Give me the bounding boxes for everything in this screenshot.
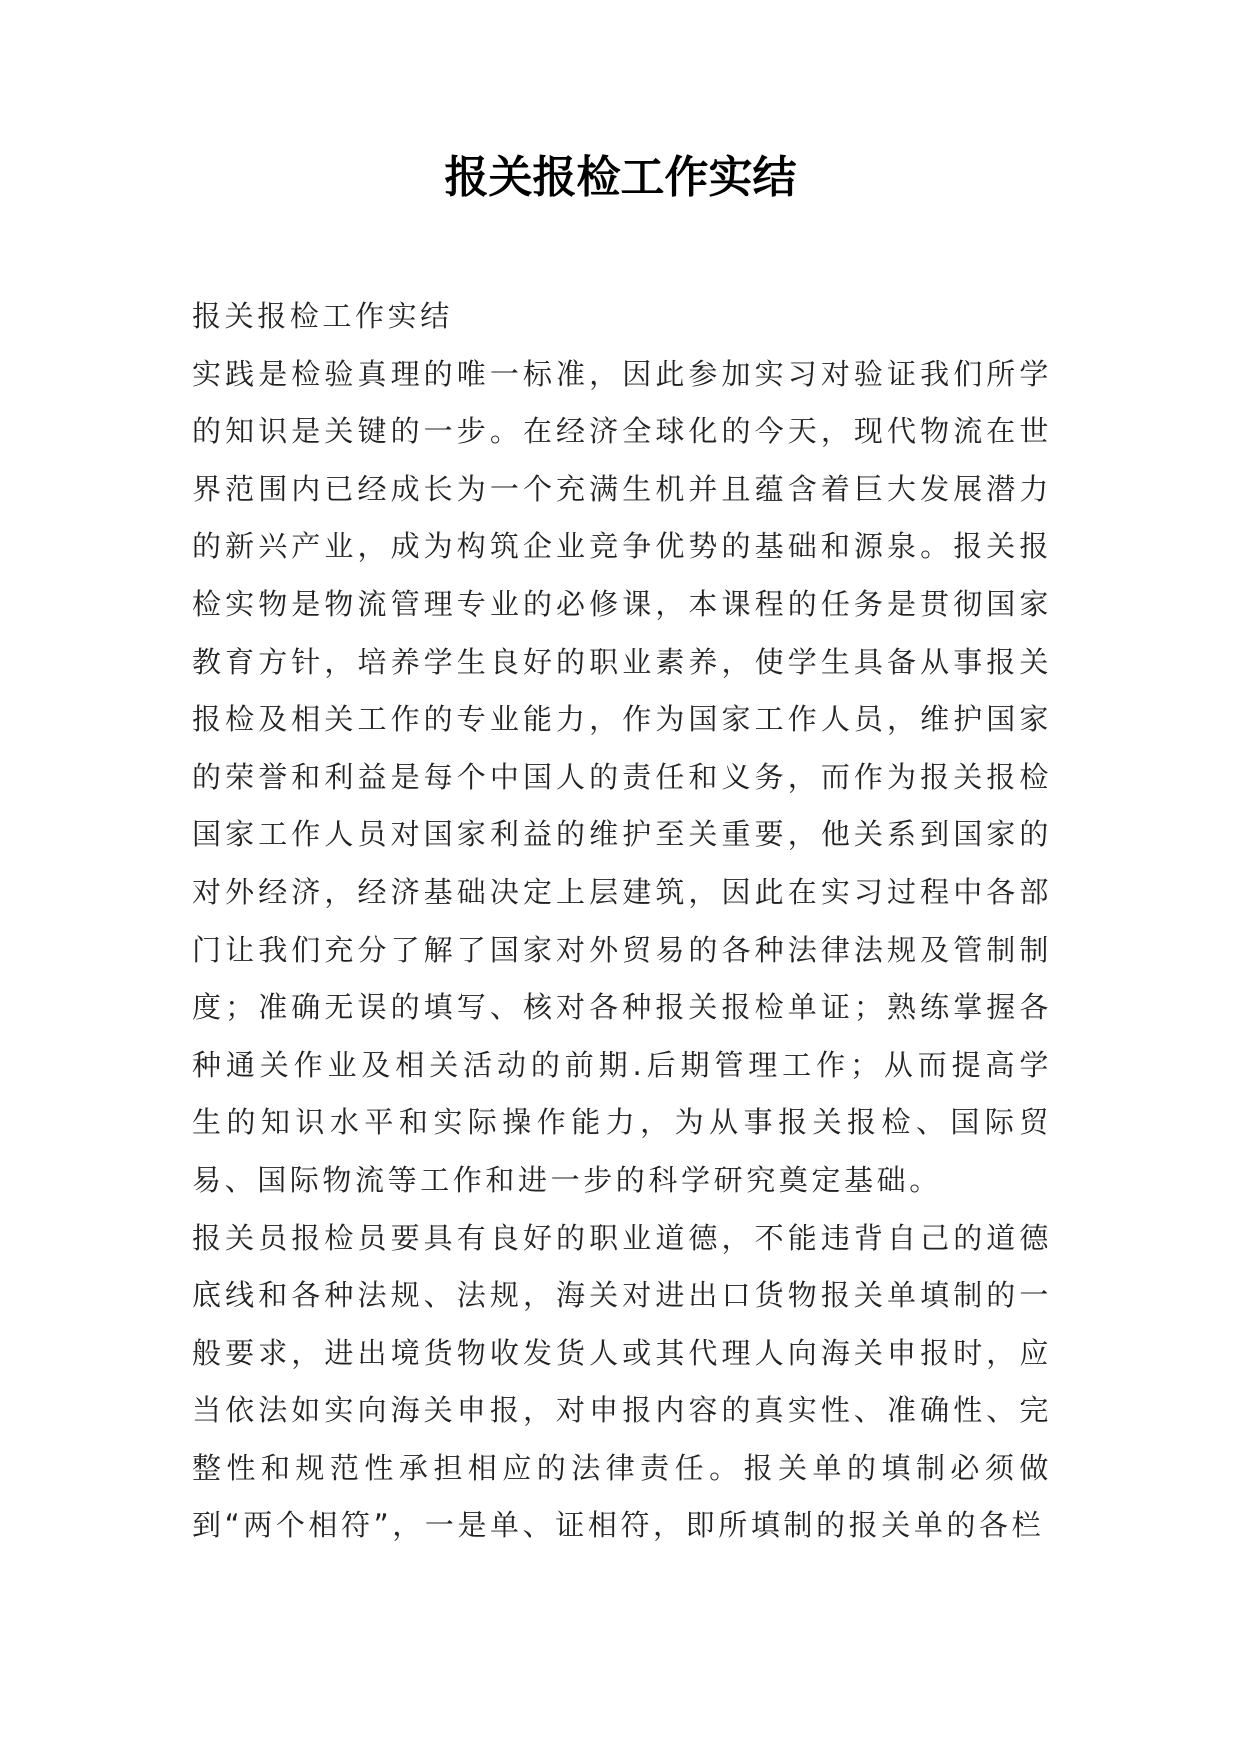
body-paragraph: 报关员报检员要具有良好的职业道德，不能违背自己的道德底线和各种法规、法规，海关对进出口货物报关单填制的一般要求，进出境货物收发货人或其代理人向海关申报时，应当依法如实向海关申报，对申报内容的真实性、准确性、完整性和规范性承担相应的法律责任。报关单的填制必须做到“两个相符”，一是单、证相符，即所填制的报关单的各栏 [192, 1220, 1052, 1543]
body-paragraph-subtitle: 报关报检工作实结 [192, 299, 453, 333]
document-title: 报关报检工作实结 [444, 152, 797, 203]
body-paragraph: 实践是检验真理的唯一标准，因此参加实习对验证我们所学的知识是关键的一步。在经济全球化的今天，现代物流在世界范围内已经成长为一个充满生机并且蕴含着巨大发展潜力的新兴产业，成为构筑企业竞争优势的基础和源泉。报关报检实物是物流管理专业的必修课，本课程的任务是贯彻国家教育方针，培养学生良好的职业素养，使学生具备从事报关报检及相关工作的专业能力，作为国家工作人员，维护国家的荣誉和利益是每个中国人的责任和义务，而作为报关报检国家工作人员对国家利益的维护至关重要，他关系到国家的对外经济，经济基础决定上层建筑，因此在实习过程中各部门让我们充分了解了国家对外贸易的各种法律法规及管制制度；准确无误的填写、核对各种报关报检单证；熟练掌握各种通关作业及相关活动的前期.后期管理工作；从而提高学生的知识水平和实际操作能力，为从事报关报检、国际贸易、国际物流等工作和进一步的科学研究奠定基础。 [192, 356, 1052, 1197]
document-body [192, 288, 1052, 1555]
